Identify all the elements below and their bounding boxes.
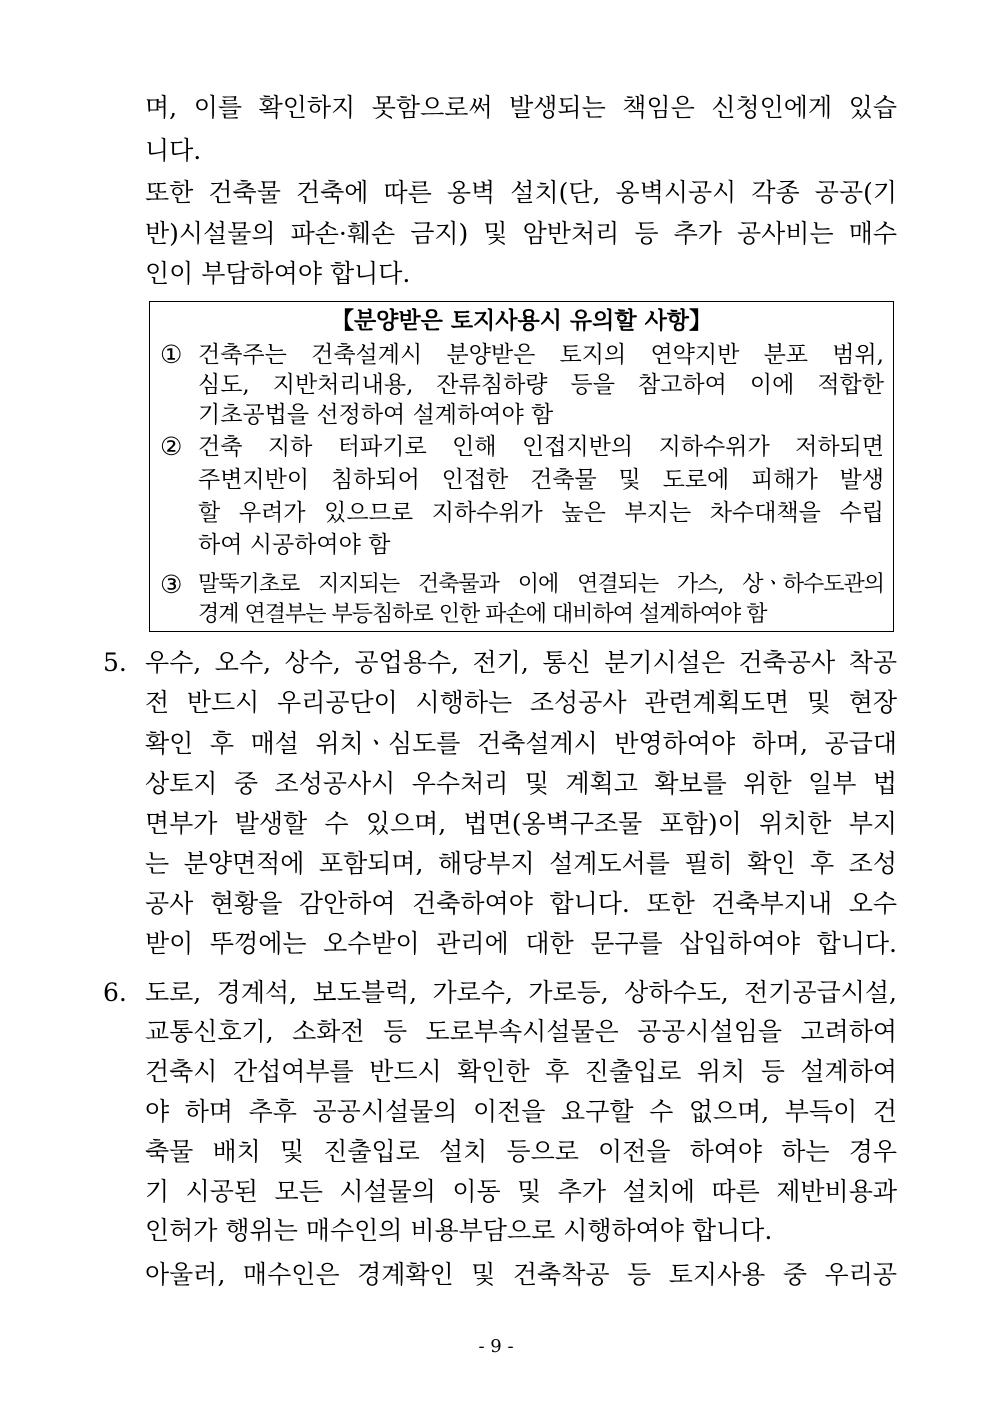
intro-line: 니다. xyxy=(145,136,202,165)
notice-item-line: 기초공법을 선정하여 설계하여야 함 xyxy=(198,402,554,428)
section-5-line: 공사 현황을 감안하여 건축하여야 합니다. 또한 건축부지내 오수 xyxy=(145,889,897,918)
notice-item-line: 하여 시공하여야 함 xyxy=(198,532,391,558)
section-6-line: 축물 배치 및 진출입로 설치 등으로 이전을 하여야 하는 경우 xyxy=(145,1137,897,1166)
notice-box xyxy=(149,301,894,632)
section-6-line: 아울러, 매수인은 경계확인 및 건축착공 등 토지사용 중 우리공 xyxy=(145,1260,897,1289)
section-6-line: 인허가 행위는 매수인의 비용부담으로 시행하여야 합니다. xyxy=(145,1216,773,1245)
notice-item-line: 심도, 지반처리내용, 잔류침하량 등을 참고하여 이에 적합한 xyxy=(198,372,884,398)
section-6-line: 건축시 간섭여부를 반드시 확인한 후 진출입로 위치 등 설계하여 xyxy=(145,1057,897,1086)
item-marker-1: ① xyxy=(160,340,183,369)
notice-item-line: 말뚝기초로 지지되는 건축물과 이에 연결되는 가스, 상ㆍ하수도관의 xyxy=(198,572,884,597)
item-marker-3: ③ xyxy=(160,570,183,599)
section-6-line: 교통신호기, 소화전 등 도로부속시설물은 공공시설임을 고려하여 xyxy=(145,1017,897,1046)
section-5-line: 상토지 중 조성공사시 우수처리 및 계획고 확보를 위한 일부 법 xyxy=(145,769,897,798)
notice-item-line: 주변지반이 침하되어 인접한 건축물 및 도로에 피해가 발생 xyxy=(198,467,884,493)
notice-item-line: 경계 연결부는 부등침하로 인한 파손에 대비하여 설계하여야 함 xyxy=(198,602,767,627)
section-6-line: 도로, 경계석, 보도블럭, 가로수, 가로등, 상하수도, 전기공급시설, xyxy=(145,978,897,1007)
intro-line: 또한 건축물 건축에 따른 옹벽 설치(단, 옹벽시공시 각종 공공(기 xyxy=(145,178,897,207)
intro-line: 반)시설물의 파손·훼손 금지) 및 암반처리 등 추가 공사비는 매수 xyxy=(145,219,897,248)
page-number: - 9 - xyxy=(478,1336,514,1357)
section-5-line: 확인 후 매설 위치ㆍ심도를 건축설계시 반영하여야 하며, 공급대 xyxy=(145,729,897,758)
item-marker-2: ② xyxy=(160,432,183,461)
notice-item-line: 건축 지하 터파기로 인해 인접지반의 지하수위가 저하되면 xyxy=(198,434,884,460)
section-5-line: 면부가 발생할 수 있으며, 법면(옹벽구조물 포함)이 위치한 부지 xyxy=(145,809,897,838)
section-5-line: 는 분양면적에 포함되며, 해당부지 설계도서를 필히 확인 후 조성 xyxy=(145,849,897,878)
section-6-line: 야 하며 추후 공공시설물의 이전을 요구할 수 없으며, 부득이 건 xyxy=(145,1097,897,1126)
section-6-number: 6. xyxy=(103,978,127,1007)
section-6-line: 기 시공된 모든 시설물의 이동 및 추가 설치에 따른 제반비용과 xyxy=(145,1177,897,1206)
intro-line: 인이 부담하여야 합니다. xyxy=(145,259,411,288)
section-5-line: 받이 뚜껑에는 오수받이 관리에 대한 문구를 삽입하여야 합니다. xyxy=(145,929,897,958)
section-5-line: 전 반드시 우리공단이 시행하는 조성공사 관련계획도면 및 현장 xyxy=(145,688,897,717)
notice-item-line: 건축주는 건축설계시 분양받은 토지의 연약지반 분포 범위, xyxy=(198,342,884,368)
intro-line: 며, 이를 확인하지 못함으로써 발생되는 책임은 신청인에게 있습 xyxy=(145,93,897,122)
notice-box-title: 【분양받은 토지사용시 유의할 사항】 xyxy=(330,307,713,334)
notice-item-line: 할 우려가 있으므로 지하수위가 높은 부지는 차수대책을 수립 xyxy=(198,500,884,526)
section-5-number: 5. xyxy=(103,648,127,677)
section-5-line: 우수, 오수, 상수, 공업용수, 전기, 통신 분기시설은 건축공사 착공 xyxy=(145,648,897,677)
